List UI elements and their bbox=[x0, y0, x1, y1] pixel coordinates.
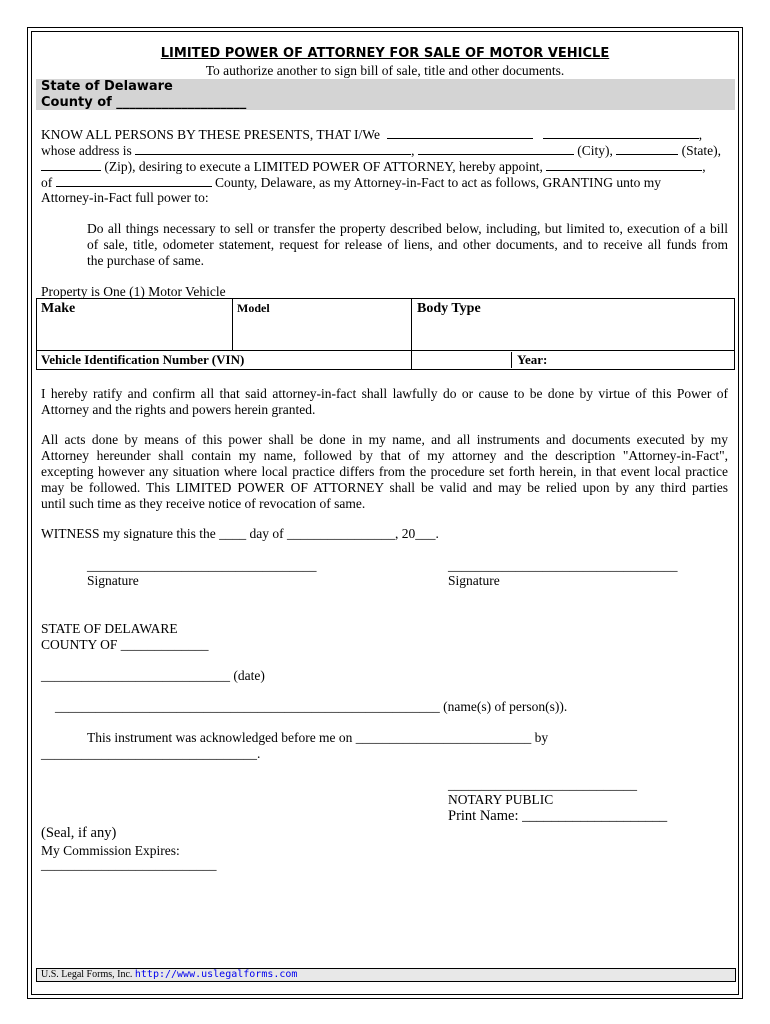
signature-line-1[interactable]: __________________________________ bbox=[87, 558, 317, 573]
vin-cell[interactable]: Vehicle Identification Number (VIN) bbox=[37, 351, 412, 370]
address-field[interactable] bbox=[135, 142, 411, 155]
model-cell[interactable]: Model bbox=[233, 299, 412, 351]
acts-line-5: until such time as they receive notice of revocation of same. bbox=[41, 496, 366, 511]
notary-ack-line-2[interactable]: ________________________________. bbox=[41, 746, 261, 761]
state-heading: State of Delaware bbox=[41, 79, 173, 94]
notary-print-name[interactable]: Print Name: ____________________ bbox=[448, 808, 668, 824]
vehicle-table bbox=[36, 298, 735, 370]
notary-county[interactable]: COUNTY OF _____________ bbox=[41, 637, 209, 652]
powers-line-1: Do all things necessary to sell or transfer the property described below, including, but limited to, execution of a bill bbox=[87, 221, 728, 236]
footer-bar bbox=[36, 968, 736, 982]
year-cell-wrap bbox=[412, 351, 735, 370]
property-label: Property is One (1) Motor Vehicle bbox=[41, 284, 226, 299]
attorney-name-field[interactable] bbox=[546, 158, 702, 171]
ratify-line-1: I hereby ratify and confirm all that said attorney-in-fact shall lawfully do or cause to be done by virtue of this Power of bbox=[41, 386, 728, 401]
commission-line[interactable]: __________________________ bbox=[41, 857, 217, 872]
intro-line-2: whose address is , (City), (State), bbox=[41, 143, 721, 158]
document-title: LIMITED POWER OF ATTORNEY FOR SALE OF MOTOR VEHICLE bbox=[160, 46, 610, 61]
acts-line-4: may be followed. This LIMITED POWER OF ATTORNEY shall be valid and may be relied upon by any third parties bbox=[41, 480, 728, 495]
intro-line-5: Attorney-in-Fact full power to: bbox=[41, 190, 209, 205]
footer-link[interactable]: http://www.uslegalforms.com bbox=[134, 969, 298, 980]
body-type-cell[interactable]: Body Type bbox=[412, 299, 735, 351]
intro-line-1: KNOW ALL PERSONS BY THESE PRESENTS, THAT I/We , bbox=[41, 127, 703, 142]
intro-line-3: (Zip), desiring to execute a LIMITED POWER OF ATTORNEY, hereby appoint, , bbox=[41, 158, 729, 175]
grantor-name-field-2[interactable] bbox=[543, 126, 699, 139]
county-heading: County of ____________________ bbox=[41, 95, 247, 110]
state-field[interactable] bbox=[616, 142, 678, 155]
notary-date[interactable]: ____________________________ (date) bbox=[41, 668, 265, 683]
city-field[interactable] bbox=[418, 142, 574, 155]
document-subtitle: To authorize another to sign bill of sale, title and other documents. bbox=[205, 63, 565, 78]
acts-line-2: Attorney hereunder shall contain my name, followed by that of my attorney and the description "Attorney-in-Fact", bbox=[41, 448, 728, 463]
notary-ack-line-1[interactable]: This instrument was acknowledged before me on __________________________ by bbox=[87, 730, 549, 745]
make-cell[interactable]: Make bbox=[37, 299, 233, 351]
intro-line-4: of County, Delaware, as my Attorney-in-Fact to act as follows, GRANTING unto my bbox=[41, 175, 662, 190]
powers-line-2: of sale, title, odometer statement, request for release of liens, and other documents, and to receive all funds from bbox=[87, 237, 728, 252]
attorney-county-field[interactable] bbox=[56, 174, 212, 187]
notary-state: STATE OF DELAWARE bbox=[41, 621, 178, 636]
witness-line: WITNESS my signature this the ____ day of ________________, 20___. bbox=[41, 526, 439, 541]
year-cell[interactable]: Year: bbox=[511, 352, 734, 368]
acts-line-1: All acts done by means of this power shall be done in my name, and all instruments and documents executed by my bbox=[41, 432, 728, 447]
powers-line-3: the purchase of same. bbox=[87, 253, 204, 268]
ratify-line-2: Attorney and the rights and powers herein granted. bbox=[41, 402, 316, 417]
zip-field[interactable] bbox=[41, 158, 101, 171]
signature-label-1: Signature bbox=[87, 573, 139, 588]
notary-names[interactable]: _________________________________________________________ (name(s) of person(s)). bbox=[55, 699, 568, 714]
notary-public-label: NOTARY PUBLIC bbox=[448, 792, 554, 807]
commission-label: My Commission Expires: bbox=[41, 843, 180, 858]
signature-line-2[interactable]: __________________________________ bbox=[448, 558, 678, 573]
acts-line-3: excepting however any situation where local practice differs from the procedure set forth herein, in that event local practice bbox=[41, 464, 728, 479]
grantor-name-field-1[interactable] bbox=[387, 126, 533, 139]
footer-company: U.S. Legal Forms, Inc. bbox=[41, 969, 133, 980]
seal-label: (Seal, if any) bbox=[41, 825, 117, 841]
notary-signature-line[interactable]: ____________________________ bbox=[448, 777, 637, 792]
signature-label-2: Signature bbox=[448, 573, 500, 588]
